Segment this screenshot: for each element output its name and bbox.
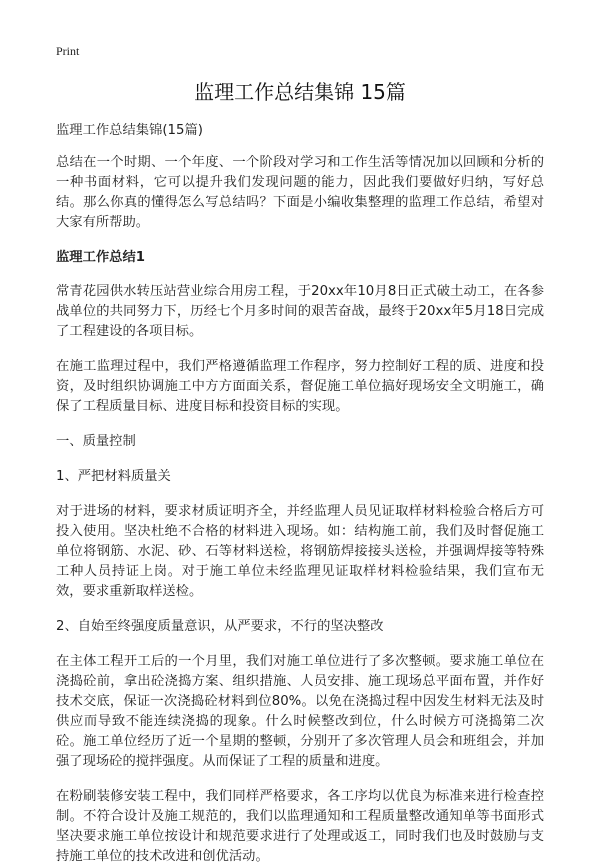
intro-paragraph: 总结在一个时期、一个年度、一个阶段对学习和工作生活等情况加以回顾和分析的一种书面材料，它可以提升我们发现问题的能力，因此我们要做好归纳，写好总结。那么你真的懂得怎么写总结吗？下面是小编收集整理的监理工作总结，希望对大家有所帮助。 <box>56 155 544 230</box>
document-title: 监理工作总结集锦 15篇 <box>194 80 406 104</box>
body-paragraph: 对于进场的材料，要求材质证明齐全，并经监理人员见证取样材料检验合格后方可投入使用。坚决杜绝不合格的材料进入现场。如：结构施工前，我们及时督促施工单位将钢筋、水泥、砂、石等材料送检，将钢筋焊接接头送检，并强调焊接等特殊工种人员持证上岗。对于施工单位未经监理见证取样材料检验结果，我们宣布无效，要求重新取样送检。 <box>56 504 544 599</box>
print-link[interactable]: Print <box>56 44 80 58</box>
subsection-heading: 一、质量控制 <box>56 434 136 449</box>
document-subtitle: 监理工作总结集锦(15篇) <box>56 123 203 138</box>
subsection-heading: 1、严把材料质量关 <box>56 469 171 484</box>
body-paragraph: 在粉刷装修安装工程中，我们同样严格要求，各工序均以优良为标准来进行检查控制。不符合设计及施工规范的，我们以监理通知和工程质量整改通知单等书面形式坚决要求施工单位按设计和规范要求进行了处理或返工，同时我们也及时鼓励与支持施工单位的技术改进和创优活动。 <box>56 789 544 864</box>
body-paragraph: 常青花园供水转压站营业综合用房工程，于20xx年10月8日正式破土动工，在各参战单位的共同努力下，历经七个月多时间的艰苦奋战，最终于20xx年5月18日完成了工程建设的各项目标。 <box>56 284 544 339</box>
document-body <box>56 121 544 867</box>
subsection-heading: 2、自始至终强度质量意识，从严要求，不行的坚决整改 <box>56 619 384 634</box>
body-paragraph: 在主体工程开工后的一个月里，我们对施工单位进行了多次整顿。要求施工单位在浇捣砼前，拿出砼浇捣方案、组织措施、人员安排、施工现场总平面布置，并作好技术交底，保证一次浇捣砼材料到位80%。以免在浇捣过程中因发生材料无法及时供应而导致不能连续浇捣的现象。什么时候整改到位，什么时候方可浇捣第二次砼。施工单位经历了近一个星期的整顿，分别开了多次管理人员会和班组会，并加强了现场砼的搅拌强度。从而保证了工程的质量和进度。 <box>56 654 544 769</box>
body-paragraph: 在施工监理过程中，我们严格遵循监理工作程序，努力控制好工程的质、进度和投资，及时组织协调施工中方方面面关系，督促施工单位搞好现场安全文明施工，确保了工程质量目标、进度目标和投资目标的实现。 <box>56 359 544 414</box>
section-heading: 监理工作总结1 <box>56 250 146 265</box>
